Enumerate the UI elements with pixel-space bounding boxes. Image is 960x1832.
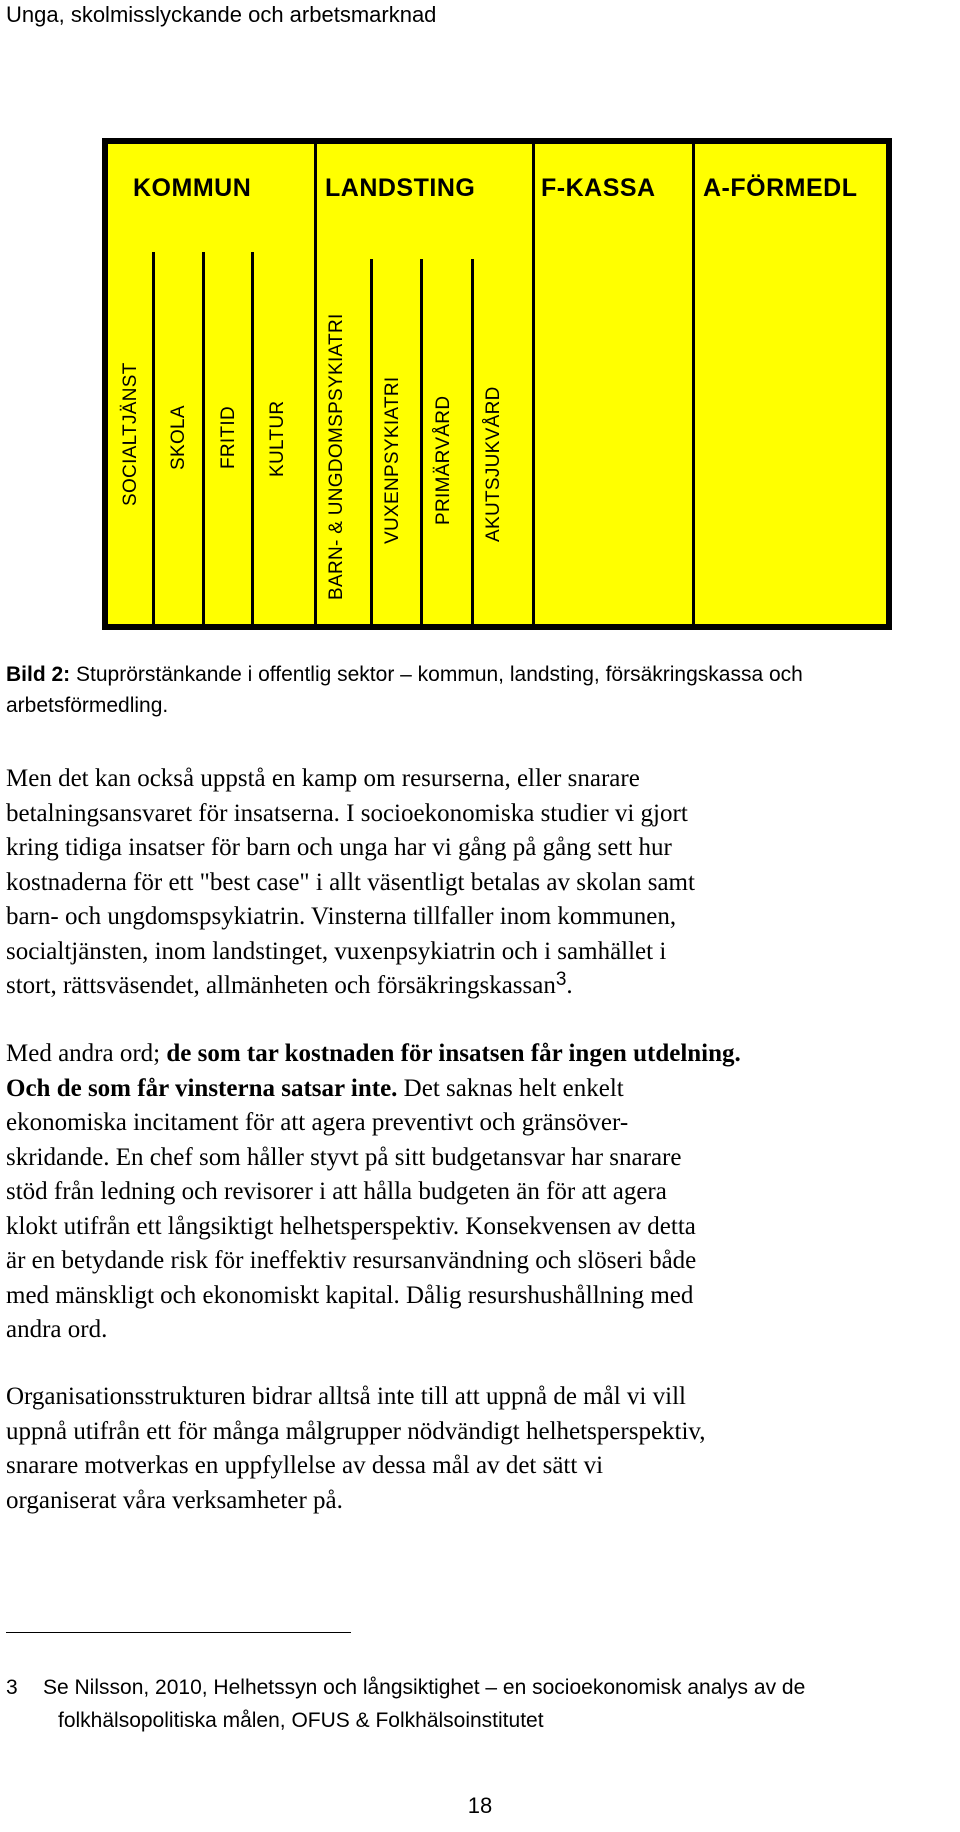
pillar-line <box>420 259 423 624</box>
pillar-line <box>152 252 155 624</box>
footnote <box>6 1671 805 1737</box>
text-line <box>6 1072 956 1107</box>
caption-text: Stuprörstänkande i offentlig sektor – kommun, landsting, försäkringskassa och <box>70 663 803 686</box>
pillar-line <box>370 259 373 624</box>
text-line: ekonomiska incitament för att agera preventivt och gränsöver- <box>6 1109 629 1136</box>
column-head-f-kassa: F-KASSA <box>541 174 656 202</box>
pillar-label-socialtjanst: SOCIALTJÄNST <box>120 362 141 506</box>
text-line: andra ord. <box>6 1316 108 1343</box>
text-line: organiserat våra verksamheter på. <box>6 1486 343 1514</box>
caption-label: Bild 2: <box>6 663 71 686</box>
text-line: betalningsansvaret för insatserna. I socioekonomiska studier vi gjort <box>6 799 688 827</box>
pillar-label-primarvard: PRIMÄRVÅRD <box>433 395 454 525</box>
footnote-line <box>6 1671 805 1704</box>
footnote-number: 3 <box>6 1676 18 1699</box>
text-line: socialtjänsten, inom landstinget, vuxenpsykiatrin och i samhället i <box>6 937 667 965</box>
text-fragment: . <box>566 972 573 999</box>
pillar-label-skola: SKOLA <box>168 405 189 470</box>
paragraph-3 <box>6 1380 956 1518</box>
text-fragment: Med andra ord; <box>6 1040 167 1067</box>
pillar-label-akutsjukvard: AKUTSJUKVÅRD <box>483 386 504 542</box>
text-line: barn- och ungdomspsykiatrin. Vinsterna tillfaller inom kommunen, <box>6 903 677 930</box>
column-head-landsting: LANDSTING <box>325 174 476 202</box>
text-line: skridande. En chef som håller styvt på sitt budgetansvar har snarare <box>6 1143 682 1171</box>
column-head-a-formedl: A-FÖRMEDL <box>703 174 858 202</box>
paragraph-1 <box>6 762 956 1004</box>
text-line: stöd från ledning och revisorer i att hålla budgeten än för att agera <box>6 1178 667 1205</box>
pillar-label-barn-ungdomspsykiatri: BARN- & UNGDOMSPSYKIATRI <box>326 313 347 600</box>
text-line <box>6 969 956 1004</box>
silo-diagram <box>102 138 892 630</box>
footnote-text: Se Nilsson, 2010, Helhetssyn och långsiktighet – en socioekonomisk analys av de <box>43 1676 806 1699</box>
column-head-kommun: KOMMUN <box>133 174 252 202</box>
pillar-line <box>251 252 254 624</box>
footnote-separator <box>6 1632 351 1633</box>
text-line: klokt utifrån ett långsiktigt helhetsperspektiv. Konsekvensen av detta <box>6 1212 696 1240</box>
pillar-label-kultur: KULTUR <box>267 400 288 477</box>
divider-fkassa-aformedl <box>692 144 695 624</box>
text-line: kring tidiga insatser för barn och unga har vi gång på gång sett hur <box>6 834 672 861</box>
footnote-text-cont: folkhälsopolitiska målen, OFUS & Folkhälsoinstitutet <box>58 1709 544 1732</box>
text-line: Organisationsstrukturen bidrar alltså inte till att uppnå de mål vi vill <box>6 1383 686 1410</box>
pillar-line <box>471 259 474 624</box>
figure-caption <box>6 659 946 721</box>
bold-statement: de som tar kostnaden för insatsen får ingen utdelning. <box>166 1040 741 1067</box>
footnote-ref: 3 <box>555 969 567 990</box>
page-number: 18 <box>467 1793 493 1818</box>
running-header: Unga, skolmisslyckande och arbetsmarknad <box>6 2 437 27</box>
text-line: Men det kan också uppstå en kamp om resurserna, eller snarare <box>6 765 640 792</box>
text-line: med mänskligt och ekonomiskt kapital. Dålig resurshushållning med <box>6 1281 694 1309</box>
paragraph-2 <box>6 1037 956 1348</box>
text-line: är en betydande risk för ineffektiv resursanvändning och slöseri både <box>6 1247 697 1274</box>
pillar-line <box>202 252 205 624</box>
text-fragment: stort, rättsväsendet, allmänheten och försäkringskassan <box>6 972 556 999</box>
divider-landsting-fkassa <box>532 144 535 624</box>
text-fragment: Det saknas helt enkelt <box>397 1074 624 1102</box>
text-line <box>6 1037 956 1072</box>
bold-statement: Och de som får vinsterna satsar inte. <box>6 1074 398 1102</box>
text-line: snarare motverkas en uppfyllelse av dessa mål av det sätt vi <box>6 1452 604 1479</box>
pillar-label-fritid: FRITID <box>218 405 239 469</box>
text-line: kostnaderna för ett "best case" i allt väsentligt betalas av skolan samt <box>6 868 695 896</box>
text-line: uppnå utifrån ett för många målgrupper nödvändigt helhetsperspektiv, <box>6 1417 706 1445</box>
pillar-label-vuxenpsykiatri: VUXENPSYKIATRI <box>382 376 403 544</box>
caption-text-cont: arbetsförmedling. <box>6 694 169 717</box>
divider-kommun-landsting <box>314 144 317 624</box>
